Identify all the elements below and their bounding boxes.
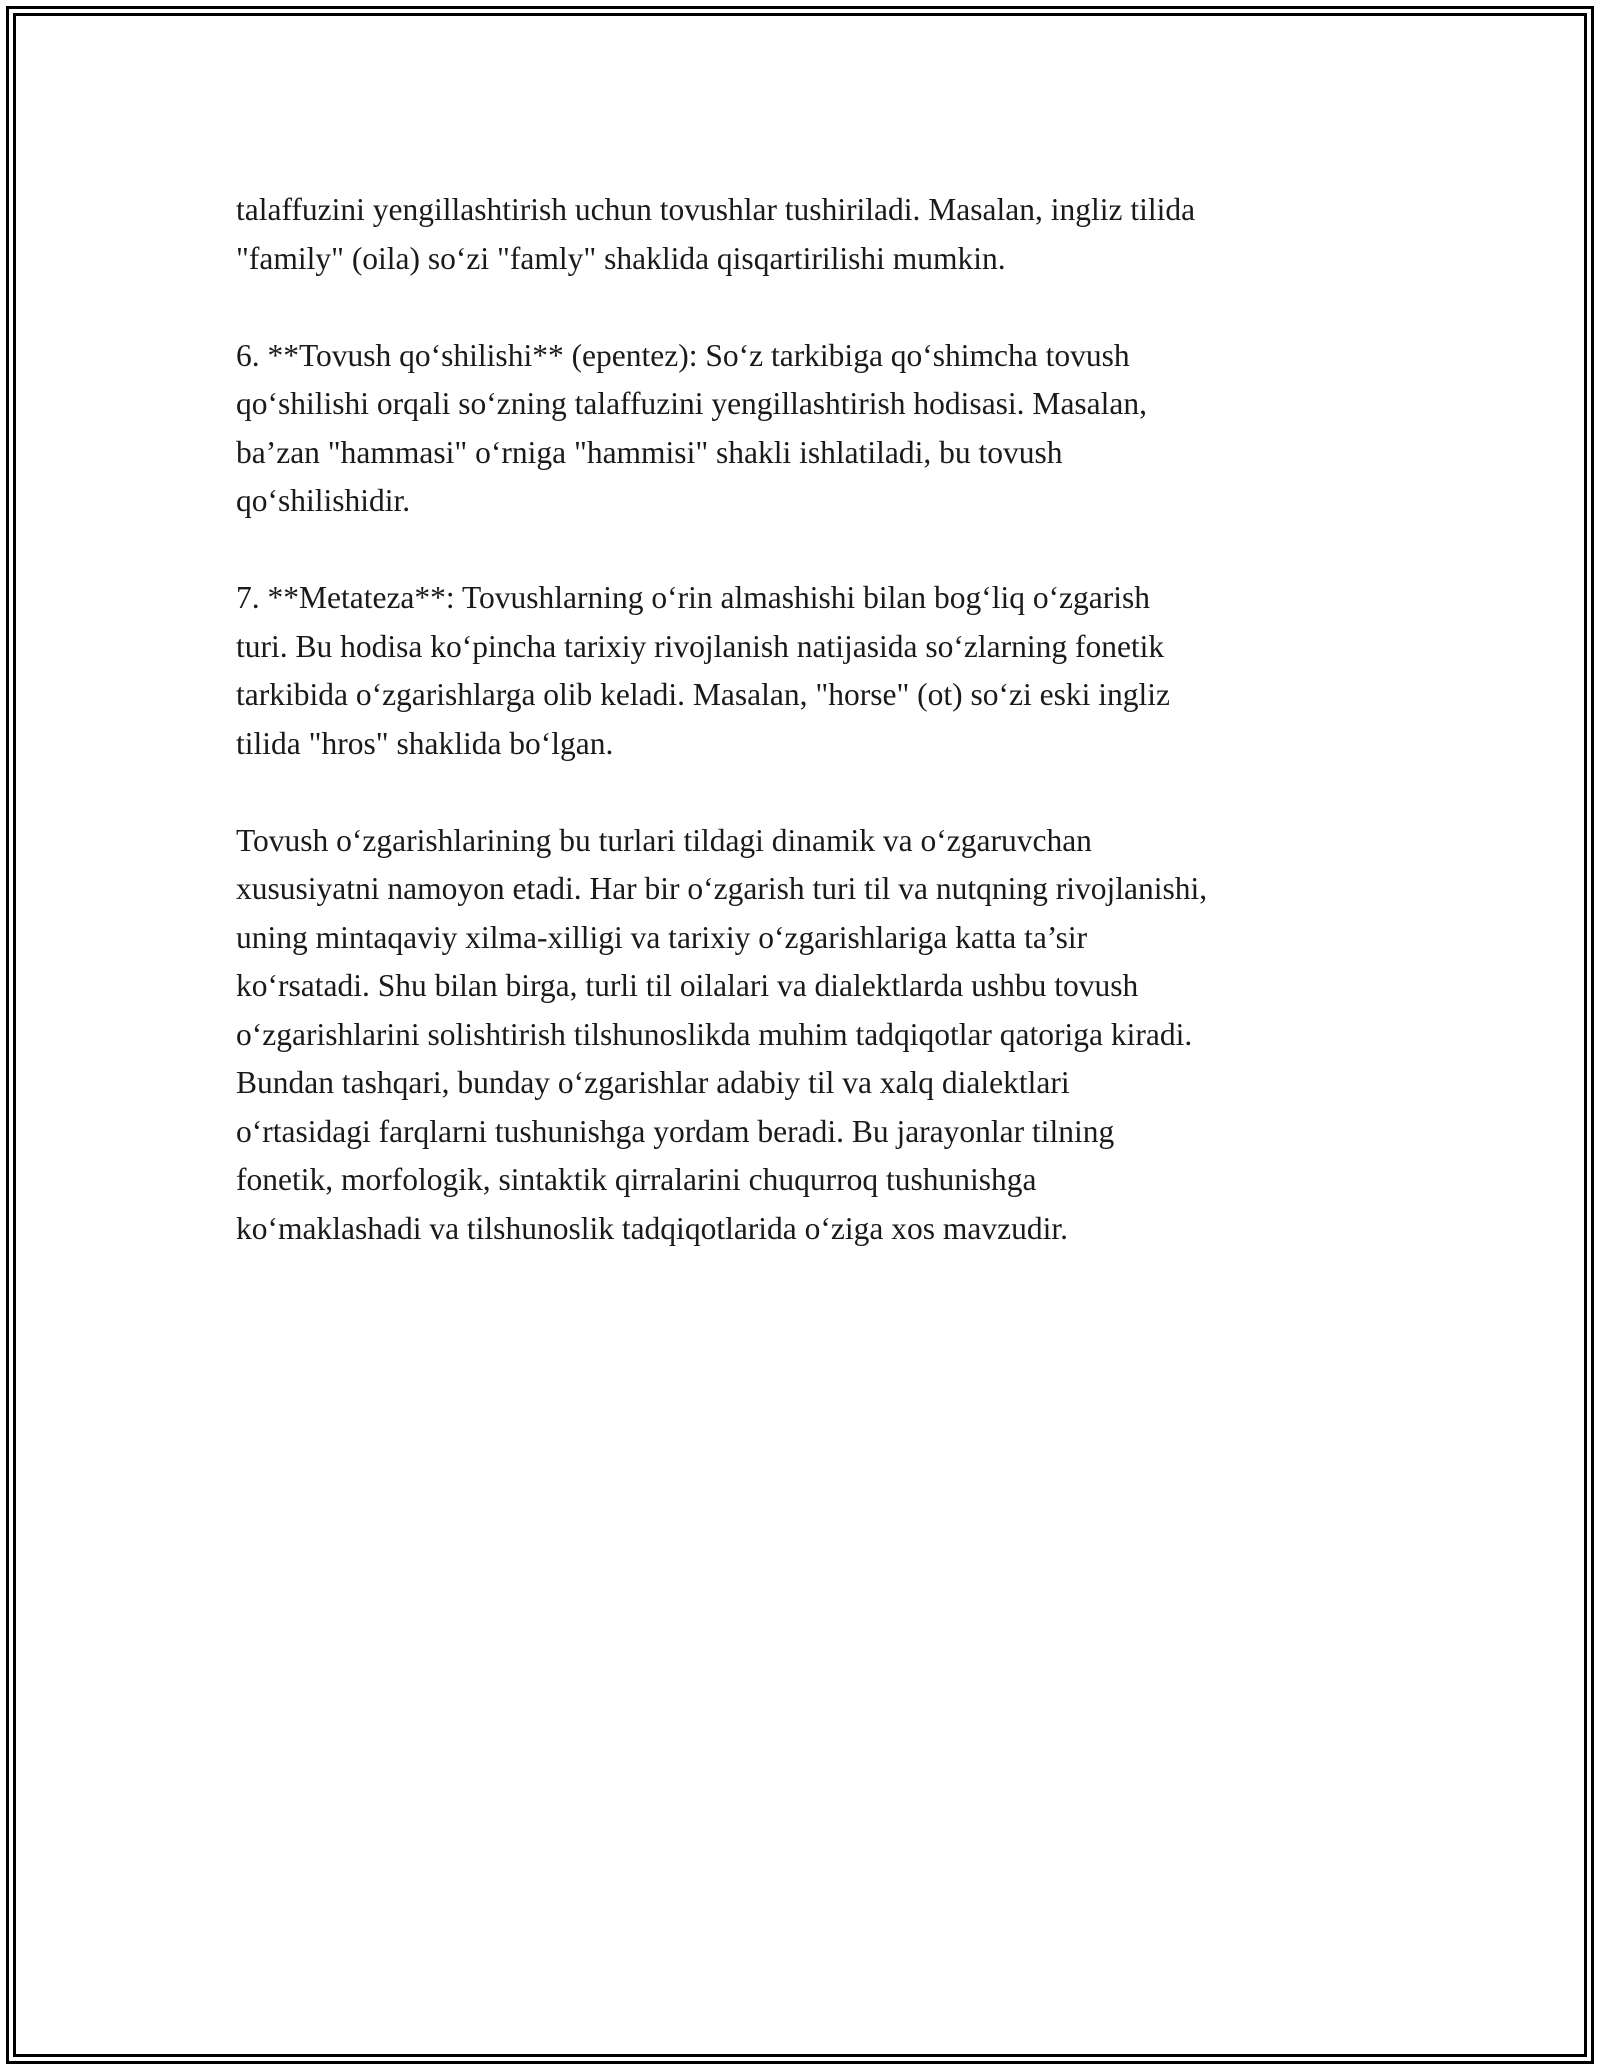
text-line: turi. Bu hodisa ko‘pincha tarixiy rivojlanish natijasida so‘zlarning fonetik <box>236 628 1165 664</box>
text-line: Tovush o‘zgarishlarining bu turlari tildagi dinamik va o‘zgaruvchan <box>236 822 1092 858</box>
text-line: o‘zgarishlarini solishtirish tilshunoslikda muhim tadqiqotlar qatoriga kiradi. <box>236 1016 1193 1052</box>
text-line: ko‘rsatadi. Shu bilan birga, turli til oilalari va dialektlarda ushbu tovush <box>236 968 1139 1003</box>
text-line: fonetik, morfologik, sintaktik qirralarini chuqurroq tushunishga <box>236 1162 1037 1197</box>
text-line: qo‘shilishidir. <box>236 483 411 518</box>
text-line: qo‘shilishi orqali so‘zning talaffuzini yengillashtirish hodisasi. Masalan, <box>236 386 1148 421</box>
paragraph-metathesis <box>236 574 1386 768</box>
paragraph-conclusion <box>236 817 1386 1254</box>
text-line: Bundan tashqari, bunday o‘zgarishlar adabiy til va xalq dialektlari <box>236 1065 1070 1100</box>
text-line: "family" (oila) so‘zi "famly" shaklida qisqartirilishi mumkin. <box>236 240 1006 276</box>
text-line: uning mintaqaviy xilma-xilligi va tarixiy o‘zgarishlariga katta ta’sir <box>236 919 1088 955</box>
paragraph-elision-continuation <box>236 186 1386 283</box>
text-line: xususiyatni namoyon etadi. Har bir o‘zgarish turi til va nutqning rivojlanishi, <box>236 871 1208 906</box>
text-line: 6. **Tovush qo‘shilishi** (epentez): So‘z tarkibiga qo‘shimcha tovush <box>236 337 1130 373</box>
text-line: ko‘maklashadi va tilshunoslik tadqiqotlarida o‘ziga xos mavzudir. <box>236 1210 1068 1246</box>
text-line: tilida "hros" shaklida bo‘lgan. <box>236 725 614 761</box>
text-line: tarkibida o‘zgarishlarga olib keladi. Masalan, "horse" (ot) so‘zi eski ingliz <box>236 677 1170 712</box>
text-line: talaffuzini yengillashtirish uchun tovushlar tushiriladi. Masalan, ingliz tilida <box>236 192 1196 227</box>
text-line: ba’zan "hammasi" o‘rniga "hammisi" shakli ishlatiladi, bu tovush <box>236 434 1063 470</box>
text-line: o‘rtasidagi farqlarni tushunishga yordam beradi. Bu jarayonlar tilning <box>236 1113 1115 1149</box>
document-body <box>236 186 1386 1302</box>
paragraph-epenthesis <box>236 332 1386 526</box>
text-line: 7. **Metateza**: Tovushlarning o‘rin almashishi bilan bog‘liq o‘zgarish <box>236 580 1151 615</box>
